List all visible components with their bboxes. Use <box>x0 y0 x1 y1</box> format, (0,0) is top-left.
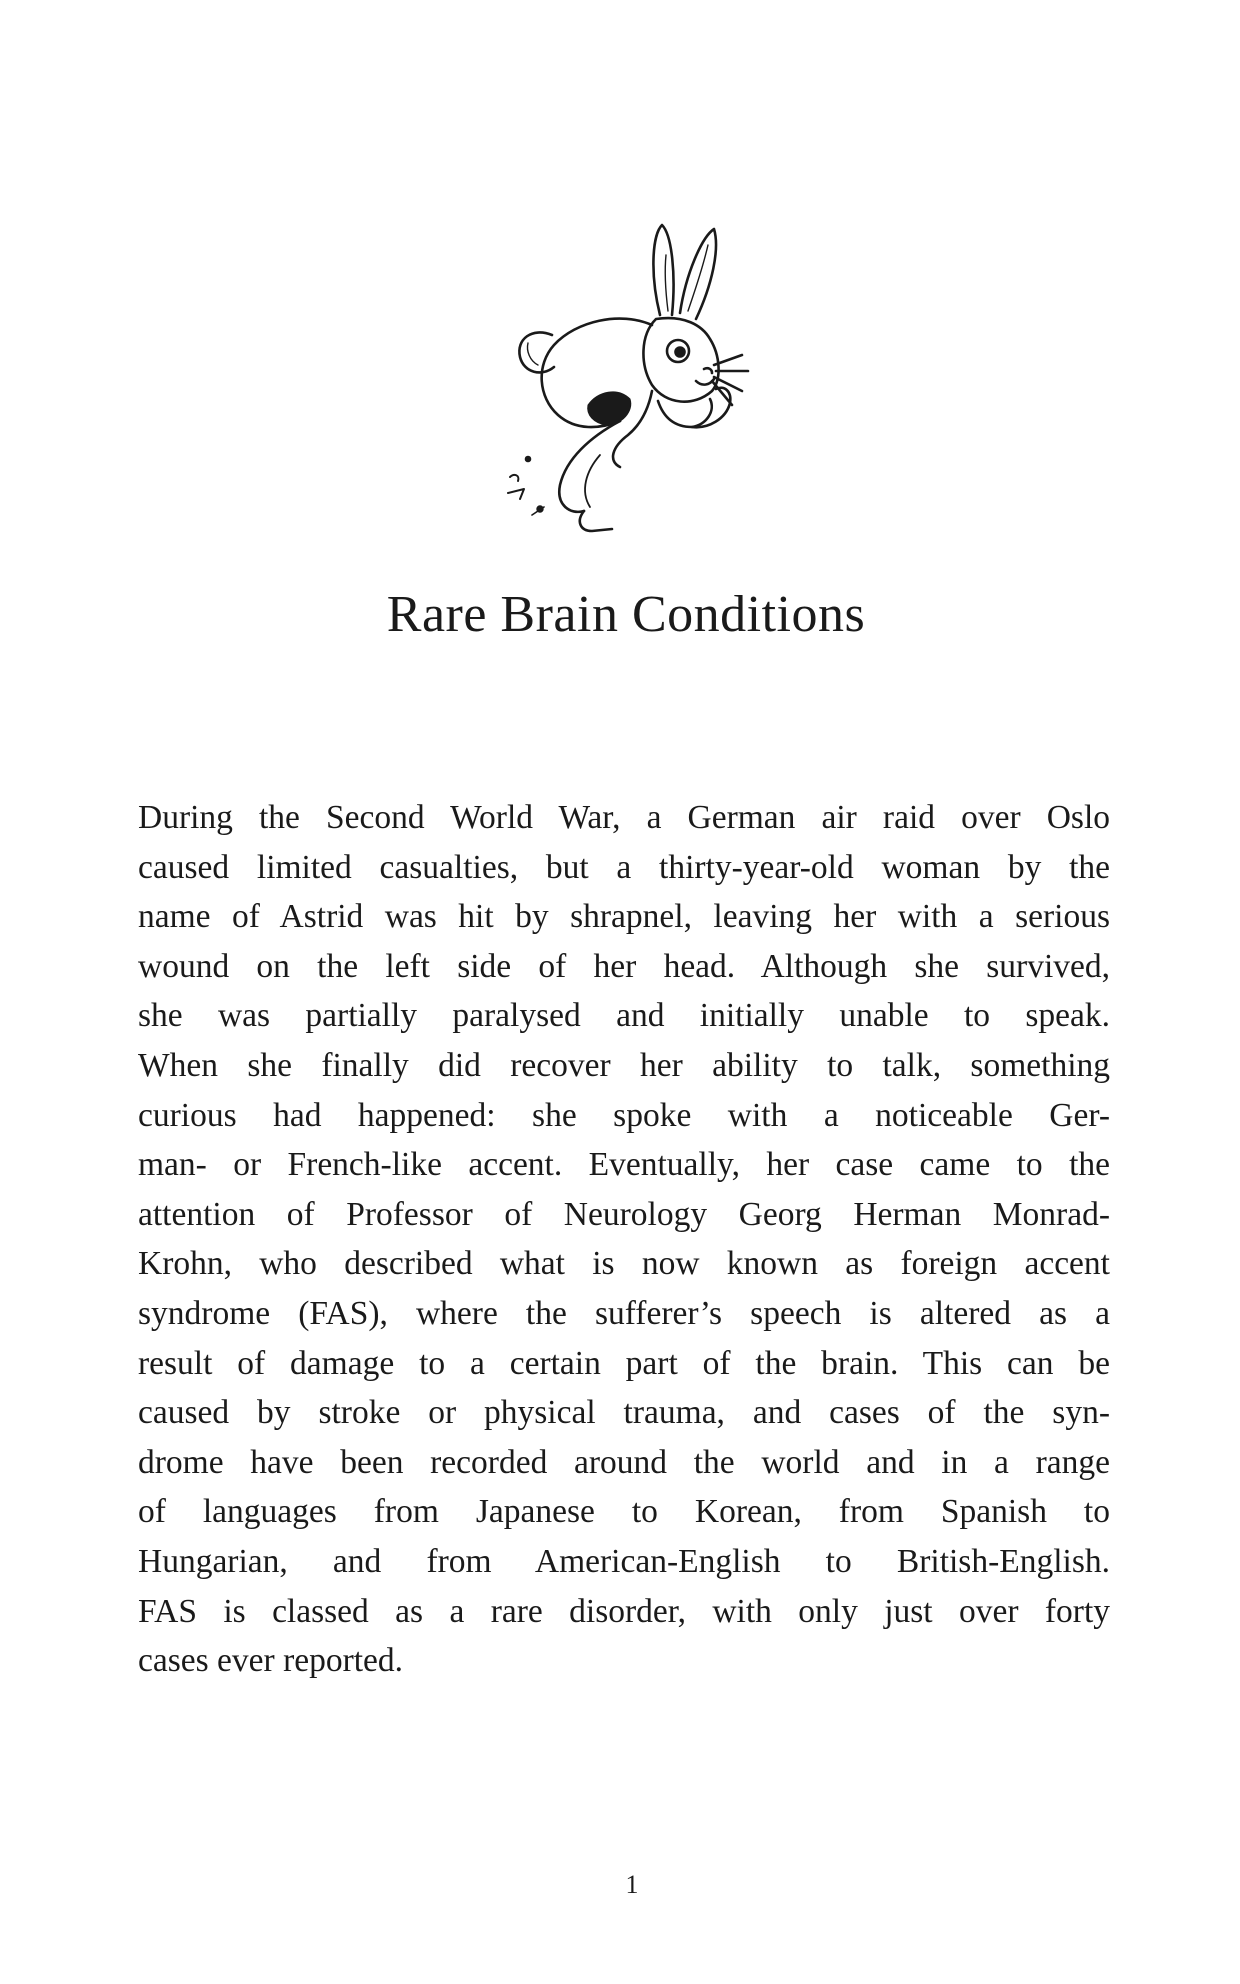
text-line: drome have been recorded around the world and in a range <box>138 1443 1110 1481</box>
running-hare-illustration-icon <box>480 215 780 545</box>
text-line: syndrome (FAS), where the sufferer’s speech is altered as a <box>138 1294 1110 1332</box>
text-line: result of damage to a certain part of the brain. This can be <box>138 1344 1110 1382</box>
text-line: attention of Professor of Neurology Georg Herman Monrad- <box>138 1195 1110 1233</box>
text-line: name of Astrid was hit by shrapnel, leaving her with a serious <box>138 898 1110 936</box>
text-line: of languages from Japanese to Korean, from Spanish to <box>138 1493 1110 1531</box>
chapter-title: Rare Brain Conditions <box>386 586 866 643</box>
text-line: curious had happened: she spoke with a noticeable Ger- <box>138 1096 1110 1134</box>
text-line: FAS is classed as a rare disorder, with only just over forty <box>138 1592 1110 1630</box>
text-line: caused by stroke or physical trauma, and cases of the syn- <box>138 1394 1110 1432</box>
text-line: When she finally did recover her ability to talk, something <box>138 1046 1110 1084</box>
text-line: man- or French-like accent. Eventually, her case came to the <box>138 1146 1110 1184</box>
text-line: During the Second World War, a German air raid over Oslo <box>138 799 1110 836</box>
text-line: caused limited casualties, but a thirty-year-old woman by the <box>138 848 1110 886</box>
page-number: 1 <box>625 1870 639 1899</box>
body-paragraph <box>138 793 1110 1686</box>
text-line: she was partially paralysed and initially unable to speak. <box>138 997 1110 1035</box>
text-line: cases ever reported. <box>138 1642 404 1680</box>
text-line: Krohn, who described what is now known as foreign accent <box>138 1245 1110 1283</box>
text-line: Hungarian, and from American-English to British-English. <box>138 1542 1110 1580</box>
text-line: wound on the left side of her head. Although she survived, <box>138 947 1110 985</box>
